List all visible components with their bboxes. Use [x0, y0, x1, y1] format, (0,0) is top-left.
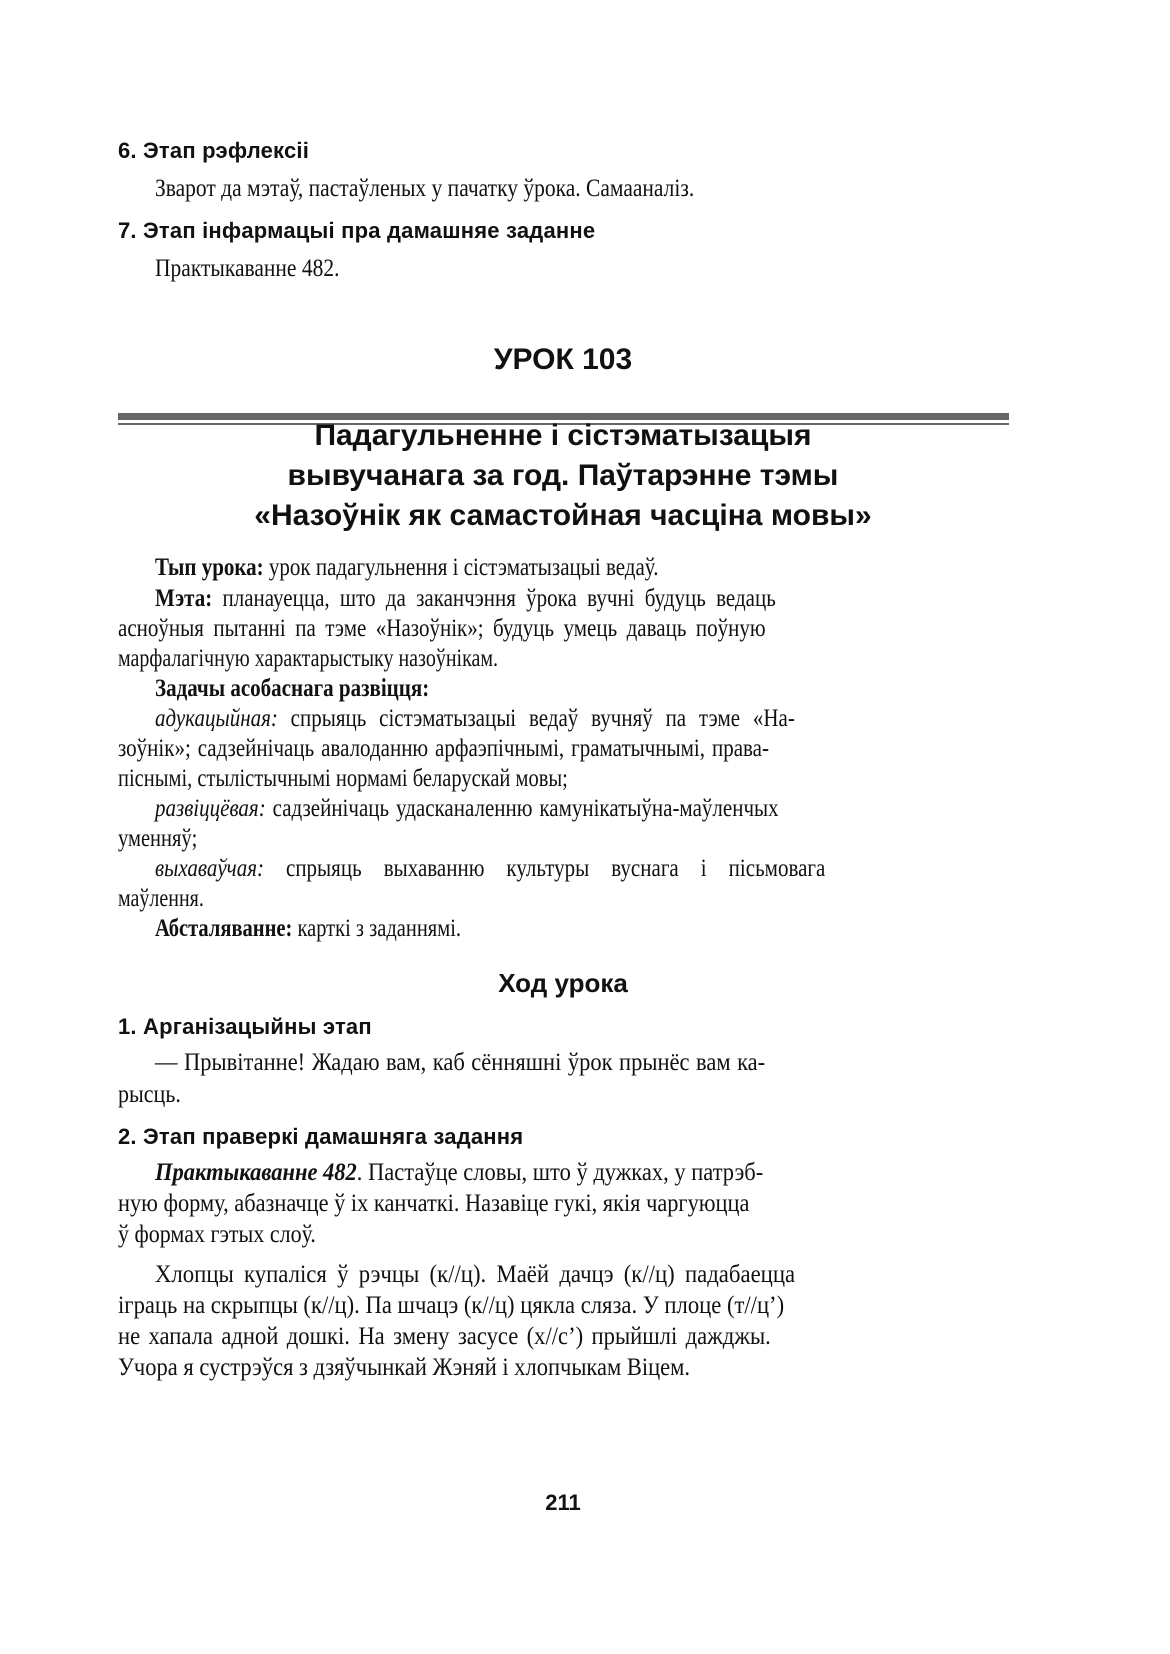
exercise-body-line-1 — [155, 1260, 1045, 1290]
stage-7-heading: 7. Этап інфармацыі пра дамашняе заданне — [118, 218, 596, 243]
task-developmental-label: развіццёвая: — [155, 795, 266, 822]
task-upbringing-label: выхаваўчая: — [155, 855, 264, 882]
stage-6-heading: 6. Этап рэфлексіі — [118, 138, 310, 163]
task-developmental-line-2 — [118, 824, 1008, 854]
lesson-goal-label: Мэта: — [155, 585, 213, 612]
stage-1-line-1 — [155, 1048, 1045, 1078]
course-heading: Ход урока — [498, 968, 628, 998]
task-educational-line-2 — [118, 734, 1008, 764]
stage-1-text: — Прывітанне! Жадаю вам, каб сённяшні ўрок прынёс вам ка- — [155, 1049, 766, 1076]
exercise-text: ную форму, абазначце ў іх канчаткі. Назавіце гукі, якія чаргуюцца — [118, 1190, 750, 1217]
lesson-title-line: вывучанага за год. Паўтарэнне тэмы — [287, 459, 839, 492]
task-upbringing-line-1 — [155, 854, 1045, 884]
task-upbringing-text: маўлення. — [118, 885, 204, 912]
stage-2-heading: 2. Этап праверкі дамашняга задання — [118, 1124, 524, 1149]
stage-7-text — [155, 254, 1045, 284]
lesson-type — [155, 553, 1045, 583]
lesson-goal-line-3 — [118, 644, 1008, 674]
task-developmental-line-1 — [155, 794, 1045, 824]
task-educational-line-1 — [155, 704, 1045, 734]
task-upbringing-text: спрыяць выхаванню культуры вуснага і пісьмовага — [263, 855, 826, 882]
exercise-text: . Пастаўце словы, што ў дужках, у патрэб- — [356, 1159, 764, 1186]
lesson-goal-text: марфалагічную характарыстыку назоўнікам. — [118, 645, 499, 672]
stage-1-heading: 1. Арганізацыйны этап — [118, 1014, 372, 1039]
lesson-goal-text: асноўныя пытанні па тэме «Назоўнік»; будуць умець даваць поўную — [118, 615, 766, 642]
lesson-goal-line-2 — [118, 614, 1008, 644]
task-developmental-text: уменняў; — [118, 825, 198, 852]
lesson-title-line: Падагульненне і сістэматызацыя — [314, 419, 812, 452]
page-number: 211 — [545, 1490, 581, 1515]
lesson-title-line: «Назоўнік як самастойная часціна мовы» — [254, 499, 872, 532]
task-upbringing-line-2 — [118, 884, 1008, 914]
exercise-body-line-4 — [118, 1353, 1008, 1383]
exercise-body-text: Учора я сустрэўся з дзяўчынкай Жэняй і хлопчыкам Віцем. — [118, 1354, 691, 1381]
exercise-label: Практыкаванне 482 — [155, 1159, 357, 1186]
equipment-text: карткі з заданнямі. — [292, 915, 462, 942]
lesson-type-label: Тып урока: — [155, 554, 264, 581]
lesson-title — [118, 416, 1008, 536]
exercise-body-text: Хлопцы купаліся ў рэчцы (к//ц). Маёй дачцэ (к//ц) падабаецца — [155, 1261, 796, 1288]
exercise-body-line-2 — [118, 1291, 1008, 1321]
lesson-type-text: урок падагульнення і сістэматызацыі ведаў. — [263, 554, 659, 581]
task-educational-line-3 — [118, 764, 1008, 794]
stage-7-text-content: Практыкаванне 482. — [155, 255, 340, 282]
equipment-label: Абсталяванне: — [155, 915, 293, 942]
exercise-line-3 — [118, 1220, 1008, 1250]
stage-6-text-content: Зварот да мэтаў, пастаўленых у пачатку ўрока. Самааналіз. — [155, 175, 695, 202]
stage-1-line-2 — [118, 1080, 1008, 1110]
stage-6-text — [155, 174, 1045, 204]
exercise-body-line-3 — [118, 1322, 1008, 1352]
exercise-body-text: не хапала адной дошкі. На змену засусе (х//с’) прыйшлі дажджы. — [118, 1323, 771, 1350]
task-educational-text: піснымі, стылістычнымі нормамі беларускай мовы; — [118, 765, 568, 792]
lesson-goal-text: планауецца, што да заканчэння ўрока вучні будуць ведаць — [212, 585, 776, 612]
equipment — [155, 914, 1045, 944]
tasks-heading — [155, 674, 1045, 704]
exercise-text: ў формах гэтых слоў. — [118, 1221, 316, 1248]
stage-1-text: рысць. — [118, 1081, 181, 1108]
task-educational-text: зоўнік»; садзейнічаць авалоданню арфаэпічнымі, граматычнымі, права- — [118, 735, 769, 762]
task-developmental-text: садзейнічаць удасканаленню камунікатыўна-маўленчых — [265, 795, 779, 822]
exercise-line-2 — [118, 1189, 1008, 1219]
tasks-label: Задачы асобаснага развіцця: — [155, 675, 430, 702]
task-educational-label: адукацыйная: — [155, 705, 278, 732]
lesson-number: УРОК 103 — [493, 343, 633, 376]
lesson-goal-line-1 — [155, 584, 1045, 614]
task-educational-text: спрыяць сістэматызацыі ведаў вучняў па тэме «На- — [277, 705, 795, 732]
exercise-line-1 — [155, 1158, 1045, 1188]
exercise-body-text: іграць на скрыпцы (к//ц). Па шчацэ (к//ц) цякла сляза. У плоце (т//ц’) — [118, 1292, 785, 1319]
